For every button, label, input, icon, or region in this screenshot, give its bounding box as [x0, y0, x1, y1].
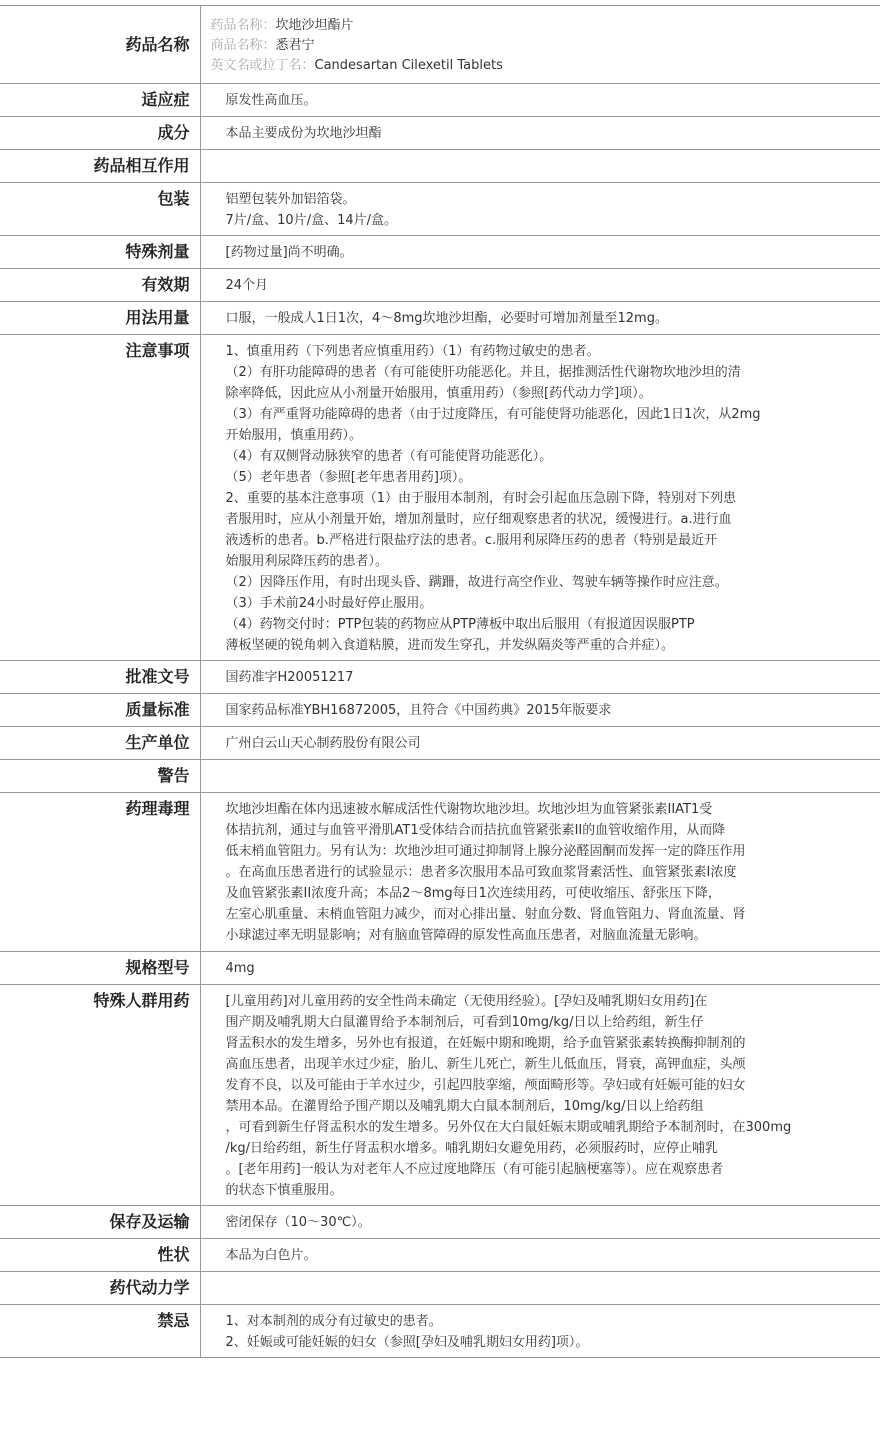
row-label: 用法用量 — [0, 302, 200, 335]
drug-info-table — [0, 5, 880, 1358]
text-line: 24个月 — [225, 278, 269, 293]
info-row — [0, 84, 880, 117]
info-row — [0, 1206, 880, 1239]
text-line: （4）药物交付时：PTP包装的药物应从PTP薄板中取出后服用（有报道因误服PTP — [225, 617, 695, 632]
row-text — [226, 84, 871, 115]
row-text — [226, 727, 871, 758]
row-drug-name — [0, 6, 880, 84]
row-value — [200, 183, 880, 236]
row-label: 适应症 — [0, 84, 200, 117]
text-line: 肾盂积水的发生增多，另外也有报道，在妊娠中期和晚期，给予血管紧张素转换酶抑制剂的 — [225, 1036, 746, 1051]
text-line: 。在高血压患者进行的试验显示：患者多次服用本品可致血浆肾素活性、血管紧张素I浓度 — [225, 865, 737, 880]
text-line: 体拮抗剂，通过与血管平滑肌AT1受体结合而拮抗血管紧张素II的血管收缩作用，从而降 — [225, 823, 726, 838]
text-line: 禁用本品。在灌胃给予围产期以及哺乳期大白鼠本制剂后，10mg/kg/日以上给药组 — [225, 1099, 704, 1114]
info-row — [0, 236, 880, 269]
row-value — [200, 1305, 880, 1358]
text-line: 2、重要的基本注意事项（1）由于服用本制剂，有时会引起血压急剧下降，特别对下列患 — [225, 491, 737, 506]
text-line: 原发性高血压。 — [225, 93, 317, 108]
text-line: 国家药品标准YBH16872005，且符合《中国药典》2015年版要求 — [225, 703, 612, 718]
info-row — [0, 727, 880, 760]
drug-info-page — [0, 5, 880, 1358]
text-line: （5）老年患者（参照[老年患者用药]项）。 — [225, 470, 472, 485]
text-line: 铝塑包装外加铝箔袋。 — [225, 192, 356, 207]
name-value: Candesartan Cilexetil Tablets — [314, 58, 503, 73]
text-line: 本品主要成份为坎地沙坦酯 — [225, 126, 382, 141]
row-label: 药品名称 — [0, 6, 200, 84]
text-line: 左室心肌重量、末梢血管阻力减少，而对心排出量、射血分数、肾血管阻力、肾血流量、肾 — [225, 907, 746, 922]
name-key: 英文名或拉丁名： — [210, 58, 315, 73]
info-row — [0, 793, 880, 952]
text-line: [药物过量]尚不明确。 — [225, 245, 353, 260]
text-line: （2）因降压作用，有时出现头昏、蹒跚，故进行高空作业、驾驶车辆等操作时应注意。 — [225, 575, 728, 590]
text-line: 者服用时，应从小剂量开始，增加剂量时，应仔细观察患者的状况，缓慢进行。a.进行血 — [225, 512, 732, 527]
text-line: 。[老年用药]一般认为对老年人不应过度地降压（有可能引起脑梗塞等）。应在观察患者 — [225, 1162, 724, 1177]
row-label: 注意事项 — [0, 335, 200, 661]
row-label: 成分 — [0, 117, 200, 150]
row-value — [200, 952, 880, 985]
info-row — [0, 183, 880, 236]
row-value — [200, 985, 880, 1206]
text-line: 1、对本制剂的成分有过敏史的患者。 — [225, 1314, 442, 1329]
row-label: 规格型号 — [0, 952, 200, 985]
row-text — [226, 1206, 871, 1237]
row-label: 包装 — [0, 183, 200, 236]
row-text — [226, 1305, 871, 1357]
row-value — [200, 84, 880, 117]
row-value — [200, 117, 880, 150]
row-text — [226, 236, 871, 267]
info-row — [0, 952, 880, 985]
text-line: 围产期及哺乳期大白鼠灌胃给予本制剂后，可看到10mg/kg/日以上给药组，新生仔 — [225, 1015, 704, 1030]
row-value — [200, 1239, 880, 1272]
row-value — [200, 727, 880, 760]
text-line: 口服，一般成人1日1次，4～8mg坎地沙坦酯，必要时可增加剂量至12mg。 — [225, 311, 668, 326]
text-line: 薄板坚硬的锐角刺入食道粘膜，进而发生穿孔，并发纵隔炎等严重的合并症）。 — [225, 638, 675, 653]
info-row — [0, 760, 880, 793]
text-line: （2）有肝功能障碍的患者（有可能使肝功能恶化。并且，据推测活性代谢物坎地沙坦的清 — [225, 365, 741, 380]
row-text — [226, 302, 871, 333]
row-value — [200, 1206, 880, 1239]
drug-name-block — [211, 6, 871, 82]
row-value — [200, 269, 880, 302]
row-text — [226, 793, 871, 950]
row-text — [226, 694, 871, 725]
info-row — [0, 335, 880, 661]
text-line: [儿童用药]对儿童用药的安全性尚未确定（无使用经验）。[孕妇及哺乳期妇女用药]在 — [225, 994, 708, 1009]
row-text — [226, 760, 871, 770]
row-text — [226, 1239, 871, 1270]
row-label: 禁忌 — [0, 1305, 200, 1358]
row-text — [226, 985, 871, 1205]
text-line: （4）有双侧肾动脉狭窄的患者（有可能使肾功能恶化）。 — [225, 449, 553, 464]
text-line: /kg/日给药组，新生仔肾盂积水增多。哺乳期妇女避免用药，必须服药时，应停止哺乳 — [225, 1141, 719, 1156]
text-line: 低末梢血管阻力。另有认为：坎地沙坦可通过抑制肾上腺分泌醛固酮而发挥一定的降压作用 — [225, 844, 746, 859]
info-row — [0, 1272, 880, 1305]
info-row — [0, 302, 880, 335]
text-line: 广州白云山天心制药股份有限公司 — [225, 736, 421, 751]
row-label: 药品相互作用 — [0, 150, 200, 183]
text-line: 7片/盒、10片/盒、14片/盒。 — [225, 213, 397, 228]
name-value: 坎地沙坦酯片 — [275, 18, 354, 33]
text-line: 坎地沙坦酯在体内迅速被水解成活性代谢物坎地沙坦。坎地沙坦为血管紧张素IIAT1受 — [225, 802, 713, 817]
generic-name-line — [211, 16, 871, 36]
row-text — [226, 335, 871, 660]
row-text — [226, 269, 871, 300]
text-line: 密闭保存（10～30℃）。 — [225, 1215, 371, 1230]
text-line: 本品为白色片。 — [225, 1248, 317, 1263]
row-label: 药代动力学 — [0, 1272, 200, 1305]
drug-info-table-body — [0, 6, 880, 1358]
info-row — [0, 150, 880, 183]
row-text — [226, 183, 871, 235]
row-value — [200, 302, 880, 335]
row-value — [200, 236, 880, 269]
row-label: 特殊剂量 — [0, 236, 200, 269]
info-row — [0, 269, 880, 302]
name-key: 商品名称： — [210, 38, 276, 53]
row-label: 警告 — [0, 760, 200, 793]
text-line: ，可看到新生仔肾盂积水的发生增多。另外仅在大白鼠妊娠末期或哺乳期给予本制剂时，在300mg — [225, 1120, 792, 1135]
row-text — [226, 150, 871, 160]
text-line: 2、妊娠或可能妊娠的妇女（参照[孕妇及哺乳期妇女用药]项）。 — [225, 1335, 589, 1350]
row-label: 有效期 — [0, 269, 200, 302]
text-line: （3）有严重肾功能障碍的患者（由于过度降压，有可能使肾功能恶化，因此1日1次，从2mg — [225, 407, 761, 422]
row-value — [200, 694, 880, 727]
row-value — [200, 760, 880, 793]
text-line: 的状态下慎重服用。 — [225, 1183, 343, 1198]
info-row — [0, 1239, 880, 1272]
text-line: 4mg — [225, 961, 255, 976]
text-line: （3）手术前24小时最好停止服用。 — [225, 596, 433, 611]
info-row — [0, 661, 880, 694]
row-value — [200, 661, 880, 694]
text-line: 除率降低，因此应从小剂量开始服用，慎重用药）（参照[药代动力学]项）。 — [225, 386, 652, 401]
row-label: 批准文号 — [0, 661, 200, 694]
row-label: 质量标准 — [0, 694, 200, 727]
row-label: 药理毒理 — [0, 793, 200, 952]
row-text — [226, 952, 871, 983]
row-value — [200, 793, 880, 952]
text-line: 及血管紧张素II浓度升高；本品2～8mg每日1次连续用药，可使收缩压、舒张压下降， — [225, 886, 721, 901]
row-text — [226, 1272, 871, 1282]
row-value — [200, 150, 880, 183]
trade-name-line — [211, 36, 871, 56]
text-line: 1、慎重用药（下列患者应慎重用药）（1）有药物过敏史的患者。 — [225, 344, 600, 359]
row-text — [226, 661, 871, 692]
row-label: 生产单位 — [0, 727, 200, 760]
text-line: 发育不良，以及可能由于羊水过少，引起四肢挛缩，颅面畸形等。孕妇或有妊娠可能的妇女 — [225, 1078, 746, 1093]
text-line: 高血压患者，出现羊水过少症，胎儿、新生儿死亡，新生儿低血压，肾衰，高钾血症，头颅 — [225, 1057, 746, 1072]
info-row — [0, 694, 880, 727]
text-line: 始服用利尿降压药的患者）。 — [225, 554, 389, 569]
info-row — [0, 985, 880, 1206]
row-value — [200, 335, 880, 661]
text-line: 国药准字H20051217 — [225, 670, 354, 685]
name-key: 药品名称： — [210, 18, 276, 33]
row-label: 性状 — [0, 1239, 200, 1272]
info-row — [0, 1305, 880, 1358]
english-name-line — [211, 56, 871, 76]
row-value — [200, 1272, 880, 1305]
info-row — [0, 117, 880, 150]
row-label: 特殊人群用药 — [0, 985, 200, 1206]
text-line: 小球滤过率无明显影响；对有脑血管障碍的原发性高血压患者，对脑血流量无影响。 — [225, 928, 707, 943]
text-line: 液透析的患者。b.严格进行限盐疗法的患者。c.服用利尿降压药的患者（特别是最近开 — [225, 533, 718, 548]
row-text — [226, 117, 871, 148]
text-line: 开始服用，慎重用药）。 — [225, 428, 363, 443]
row-label: 保存及运输 — [0, 1206, 200, 1239]
row-value — [200, 6, 880, 84]
name-value: 悉君宁 — [275, 38, 315, 53]
